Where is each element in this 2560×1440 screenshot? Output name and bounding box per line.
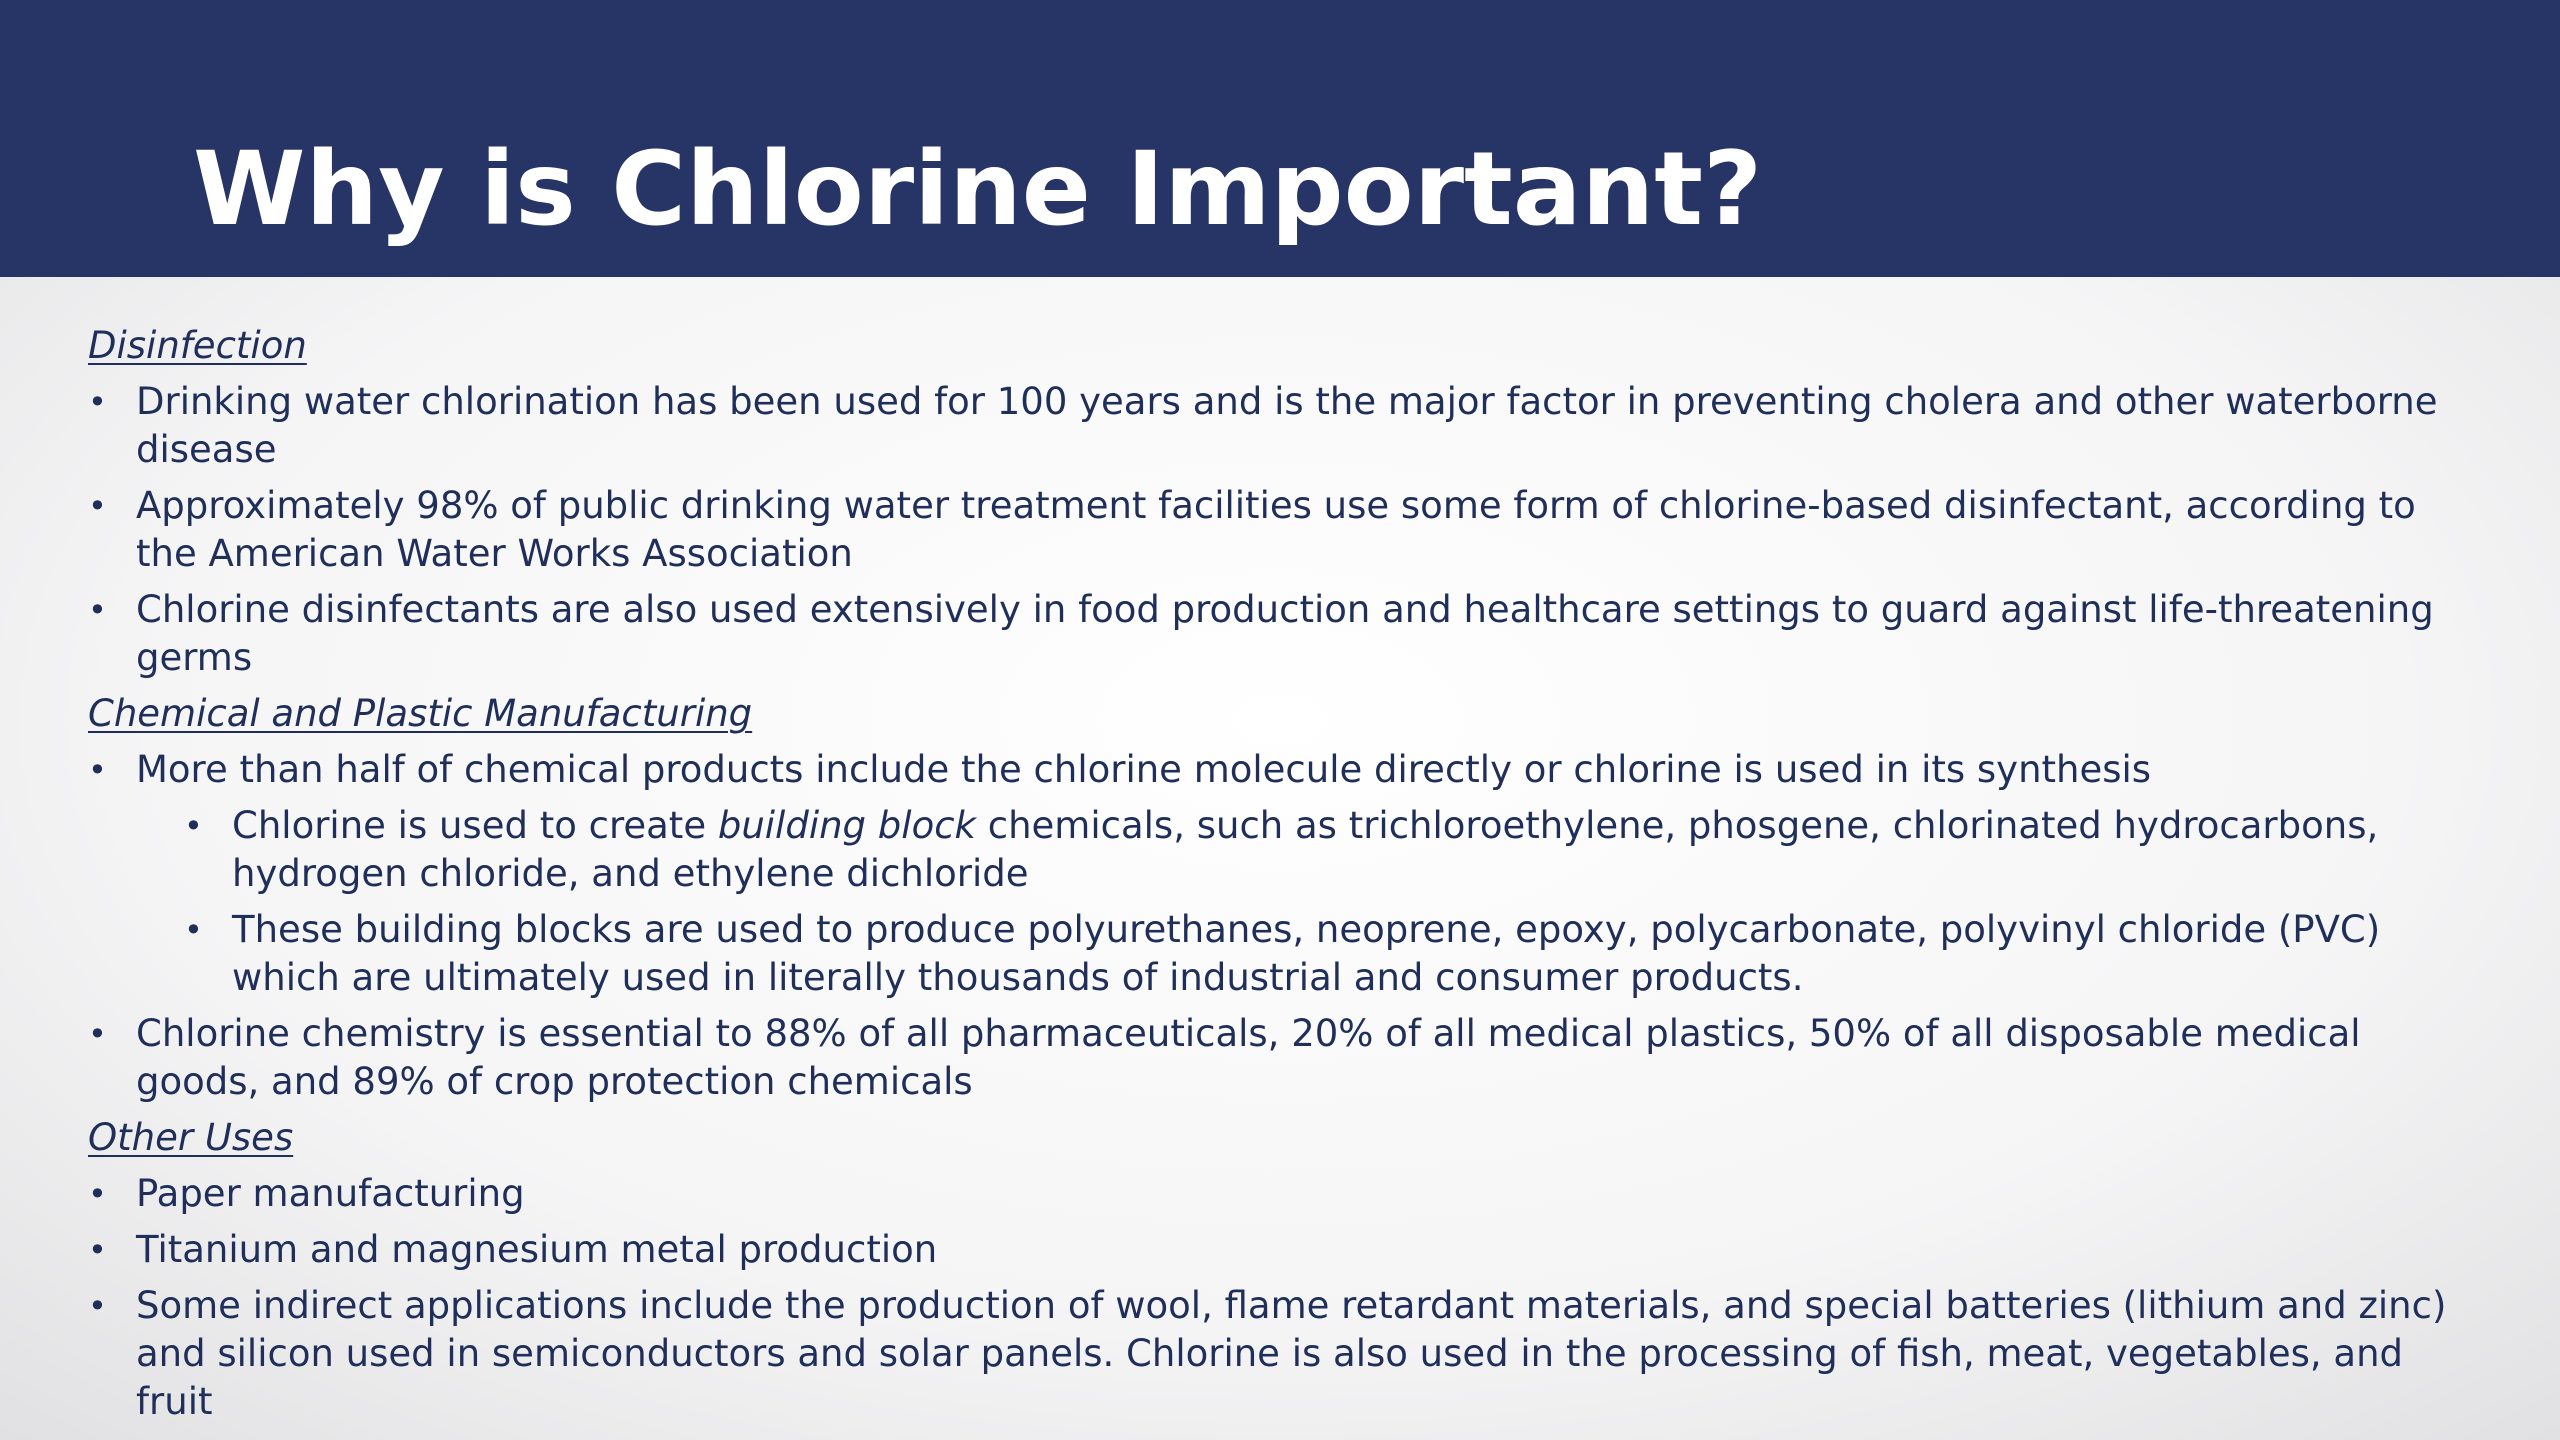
section-heading-manufacturing: Chemical and Plastic Manufacturing — [88, 692, 753, 735]
section-heading-disinfection: Disinfection — [88, 324, 307, 367]
list-item: • Chlorine disinfectants are also used extensively in food production and healthcare settings to guard against life-threatening germs — [88, 586, 2468, 682]
list-item-text: More than half of chemical products include the chlorine molecule directly or chlorine is used in its synthesis — [136, 748, 2152, 791]
list-item: • Some indirect applications include the production of wool, flame retardant materials, and special batteries (lithium and zinc) and silicon used in semiconductors and solar panels. Chlorine is also used in the processing of fish, meat, vegetables, and fruit — [88, 1282, 2468, 1426]
title-bar — [0, 0, 2560, 277]
list-item: • Drinking water chlorination has been used for 100 years and is the major factor in preventing cholera and other waterborne disease — [88, 378, 2468, 474]
list-item: • Chlorine chemistry is essential to 88% of all pharmaceuticals, 20% of all medical plastics, 50% of all disposable medical goods, and 89% of crop protection chemicals — [88, 1010, 2468, 1106]
list-item: • Paper manufacturing — [88, 1170, 2468, 1218]
disinfection-list — [88, 378, 2468, 682]
sub-list-item-text-post: chemicals, such as trichloroethylene, phosgene, chlorinated hydrocarbons, hydrogen chloride, and ethylene dichloride — [232, 804, 2379, 895]
list-item: • Approximately 98% of public drinking water treatment facilities use some form of chlorine-based disinfectant, according to the American Water Works Association — [88, 482, 2468, 578]
sub-list-item — [184, 802, 2468, 898]
sub-list-item-emphasis: building block — [717, 804, 976, 847]
manufacturing-sub-list — [136, 802, 2468, 1002]
list-item — [88, 746, 2468, 1002]
sub-list-item: • These building blocks are used to produce polyurethanes, neoprene, epoxy, polycarbonate, polyvinyl chloride (PVC) which are ultimately used in literally thousands of industrial and consumer products. — [184, 906, 2468, 1002]
section-heading-other-uses: Other Uses — [88, 1116, 294, 1159]
slide-content — [88, 322, 2468, 1434]
other-uses-list — [88, 1170, 2468, 1426]
sub-list-item-text-pre: Chlorine is used to create — [232, 804, 718, 847]
list-item: • Titanium and magnesium metal production — [88, 1226, 2468, 1274]
slide-title: Why is Chlorine Important? — [193, 130, 1763, 249]
manufacturing-list — [88, 746, 2468, 1106]
